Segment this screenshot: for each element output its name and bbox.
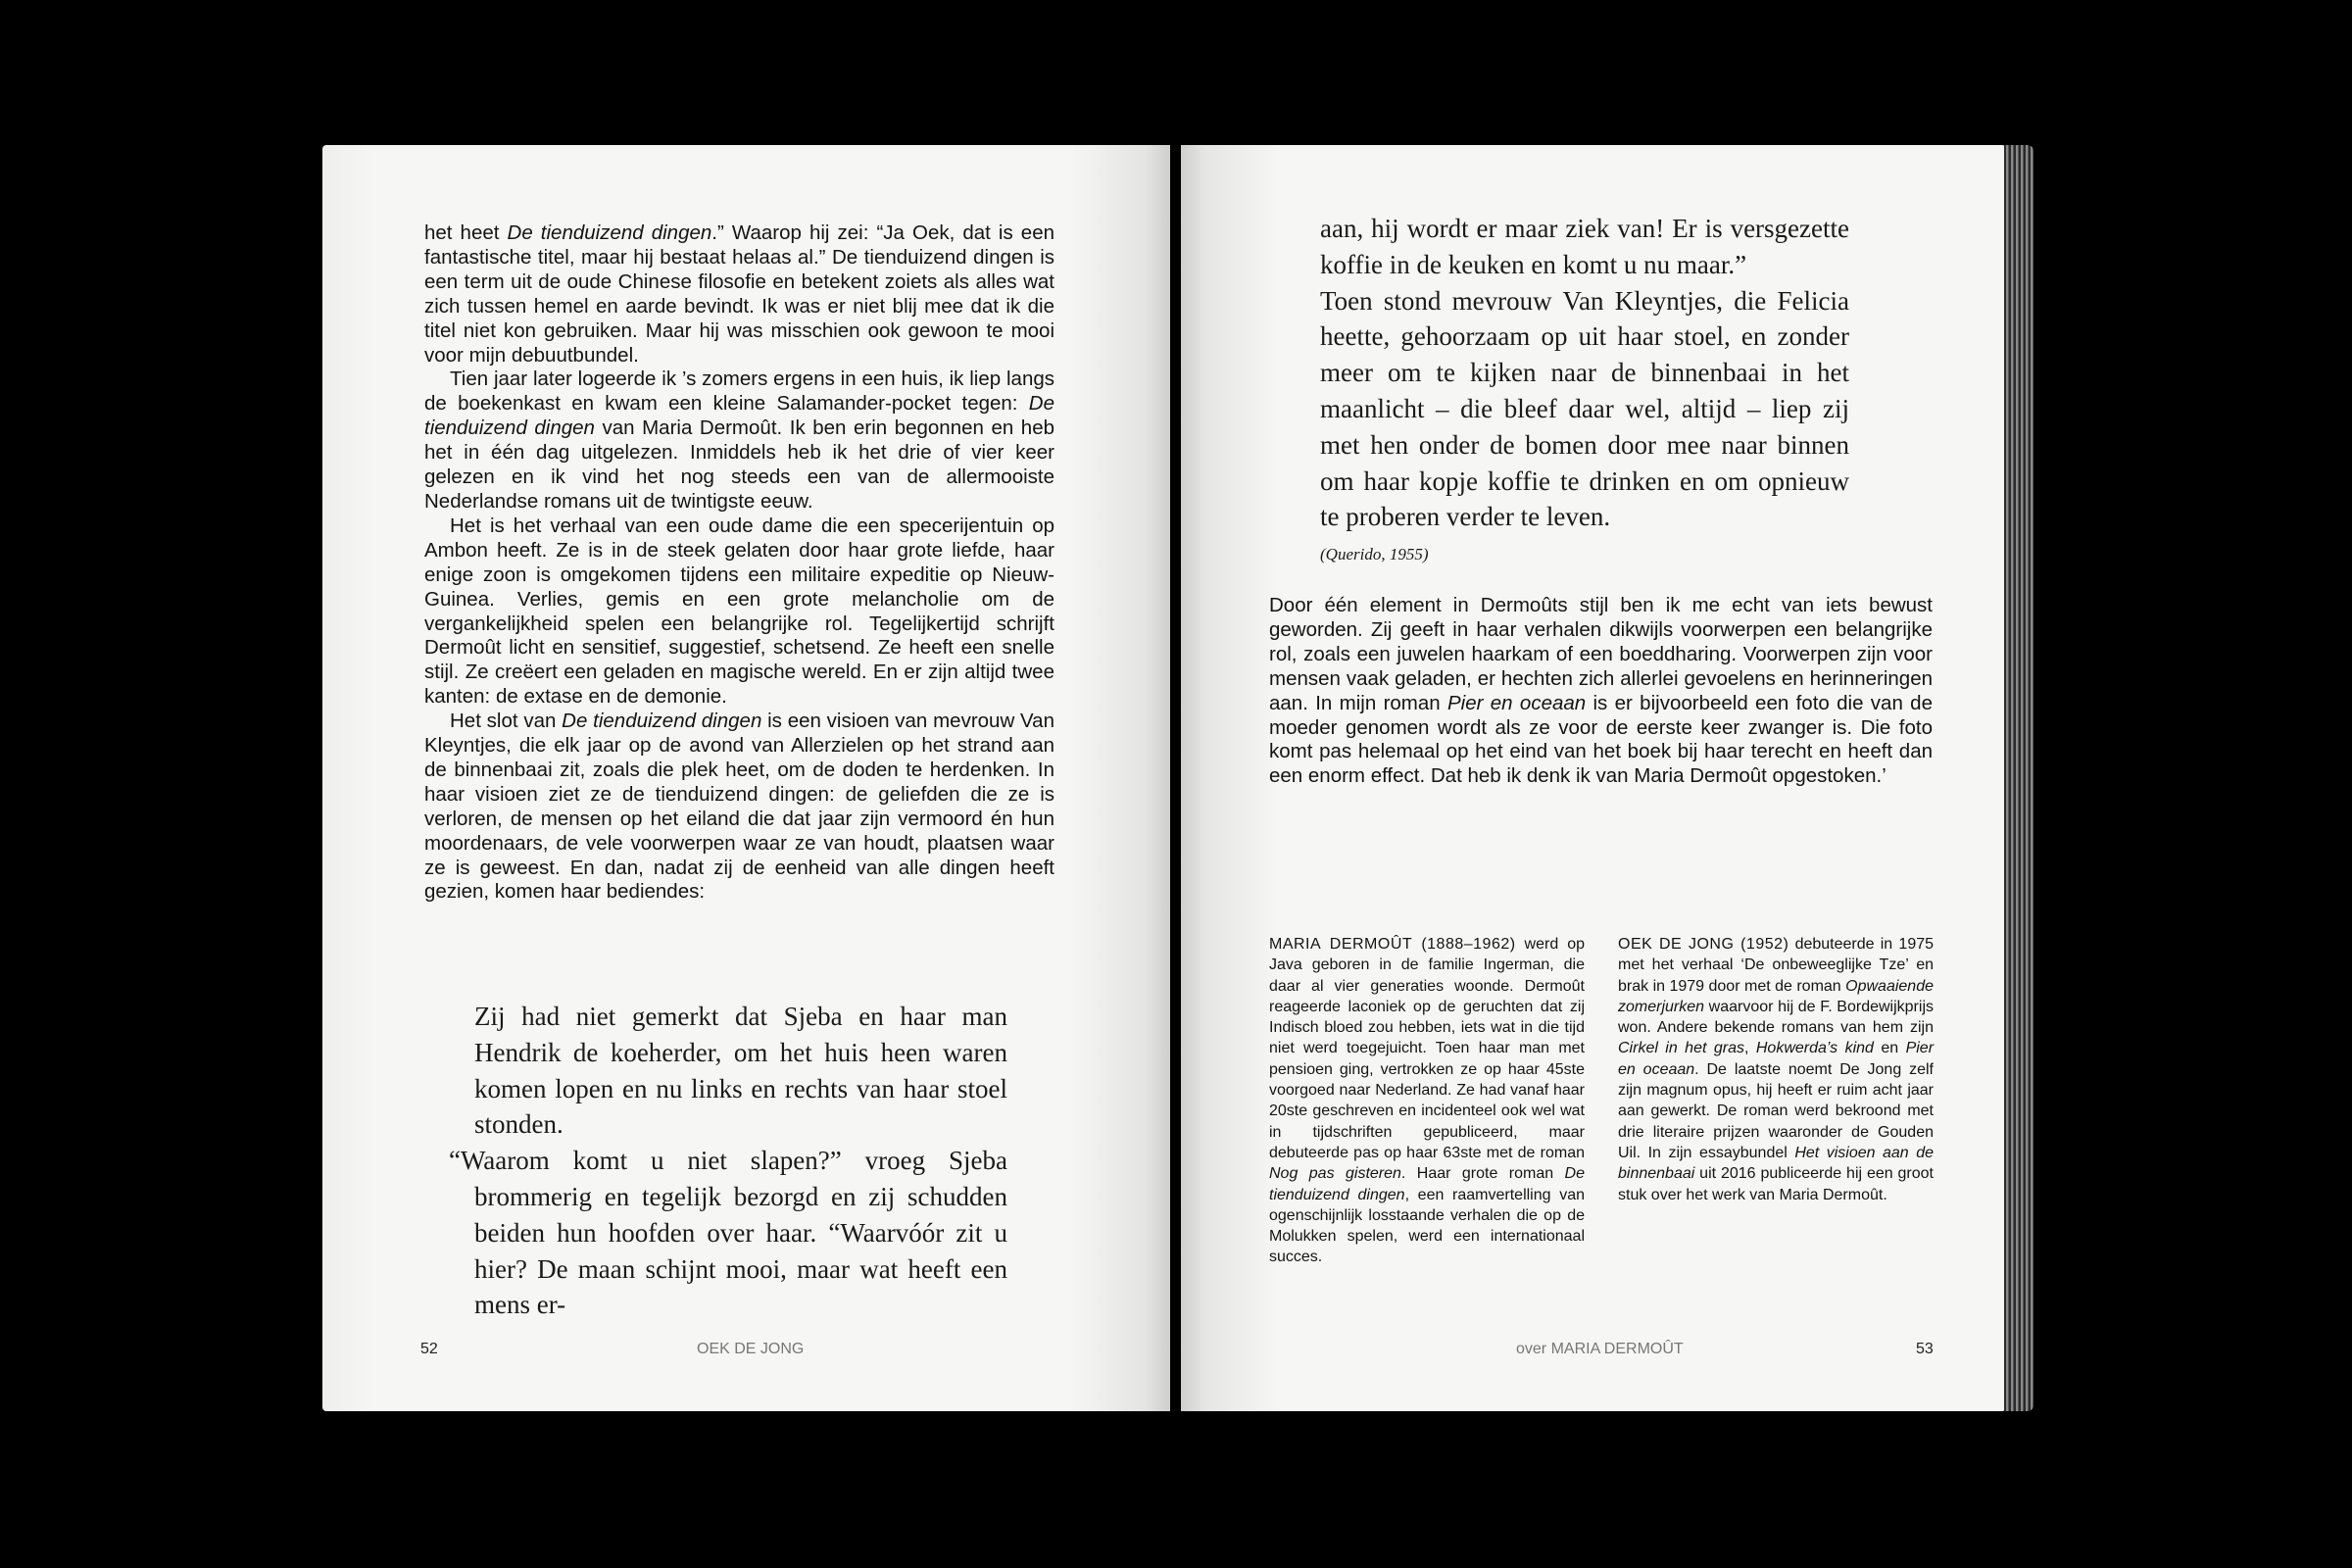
body-paragraph: Het slot van De tienduizend dingen is een visioen van mevrouw Van Kleyntjes, die elk jaar op de avond van Allerzielen op het strand aan de binnenbaai zit, zoals die plek heet, om de doden te herdenken. In haar visioen ziet ze de tienduizend dingen: de geliefden die ze is verloren, de mensen op het eiland die dat jaar zijn vermoord én hun moordenaars, de vele voorwerpen waar ze van houdt, plaatsen waar ze is geweest. En dan, nadat zij de eenheid van alle dingen heeft gezien, komen haar bediendes:: [424, 710, 1054, 904]
quote-source: (Querido, 1955): [1320, 545, 1429, 564]
body-paragraph: Het is het verhaal van een oude dame die een specerijentuin op Ambon heeft. Ze is in de steek gelaten door haar grote liefde, haar enige zoon is omgekomen tijdens een militaire expeditie op Nieuw-Guinea. Verlies, gemis en een grote melancholie om de vergankelijkheid spelen een belangrijke rol. Tegelijkertijd schrijft Dermoût licht en sensitief, suggestief, schetsend. Ze heeft een snelle stijl. Ze creëert een geladen en magische wereld. En er zijn altijd twee kanten: de extase en de demonie.: [424, 514, 1054, 709]
body-paragraph: het heet De tienduizend dingen.” Waarop hij zei: “Ja Oek, dat is een fantastische titel, maar hij bestaat helaas al.” De tienduizend dingen is een term uit de oude Chinese filosofie en betekent zoiets als alles wat zich tussen hemel en aarde bevindt. Ik was er niet blij mee dat ik die titel niet kon gebruiken. Maar hij was misschien ook gewoon te mooi voor mijn debuutbundel.: [424, 221, 1054, 367]
quote-paragraph: Zij had niet gemerkt dat Sjeba en haar man Hendrik de koeherder, om het huis heen waren komen lopen en nu links en rechts van haar stoel stonden.: [474, 1002, 1007, 1140]
left-quote-block: [449, 999, 1007, 1323]
running-head-left: OEK DE JONG: [697, 1341, 805, 1357]
quote-paragraph: Toen stond mevrouw Van Kleyntjes, die Felicia heette, gehoorzaam op uit haar stoel, en zonder meer om te kijken naar de binnenbaai in het maanlicht – die bleef daar wel, altijd – liep zij met hen onder de bomen door mee naar binnen om haar kopje koffie te drinken en om opnieuw te proberen verder te leven.: [1320, 285, 1849, 532]
right-body-text: [1269, 594, 1933, 789]
page-number-right: 53: [1916, 1341, 1934, 1357]
right-quote-block: [1320, 211, 1849, 566]
body-paragraph: Tien jaar later logeerde ik ’s zomers ergens in een huis, ik liep langs de boekenkast en kwam een kleine Salamander-pocket tegen: De tienduizend dingen van Maria Dermoût. Ik ben erin begonnen en heb het in één dag uitgelezen. Inmiddels heb ik het drie of vier keer gelezen en ik vind het nog steeds een van de allermooiste Nederlandse romans uit de twintigste eeuw.: [424, 368, 1054, 513]
page-number-left: 52: [420, 1341, 438, 1357]
right-body-paragraph: Door één element in Dermoûts stijl ben ik me echt van iets bewust geworden. Zij geeft in haar verhalen dikwijls voorwerpen een belangrijke rol, zoals een juwelen haarkam of een boeddharing. Voorwerpen zijn voor mensen vaak geladen, er hechten zich allerlei gevoelens en herinneringen aan. In mijn roman Pier en oceaan is er bijvoorbeeld een foto die van de moeder genomen wordt als ze voor de eerste keer zwanger is. Die foto komt pas helemaal op het eind van het boek bij haar terecht en heeft dan een enorm effect. Dat heb ik denk ik van Maria Dermoût opgestoken.’: [1269, 594, 1933, 788]
bio-maria-dermout: MARIA DERMOÛT (1888–1962) werd op Java geboren in de familie Ingerman, die daar al vier generaties woonde. Dermoût reageerde laconiek op de geruchten dat zij Indisch bloed zou hebben, iets wat in die tijd niet werd toegejuicht. Toen haar man met pensioen ging, vertrokken ze op haar 45ste voorgoed naar Nederland. Ze had vanaf haar 20ste geschreven en incidenteel ook wel wat in tijdschriften gepubliceerd, maar debuteerde pas op haar 63ste met de roman Nog pas gisteren. Haar grote roman De tienduizend dingen, een raamvertelling van ogenschijnlijk losstaande verhalen die op de Molukken spelen, werd een internationaal succes.: [1269, 936, 1585, 1266]
left-page: [322, 145, 1170, 1411]
right-page: [1181, 145, 2006, 1411]
quote-paragraph: “Waarom komt u niet slapen?” vroeg Sjeba brommerig en tegelijk bezorgd en zij schudden beiden hun hoofden over haar. “Waarvóór zit u hier? De maan schijnt mooi, maar wat heeft een mens er-: [449, 1146, 1007, 1320]
page-edges: [2004, 145, 2034, 1411]
bio-oek-de-jong: OEK DE JONG (1952) debuteerde in 1975 met het verhaal ‘De onbeweeglijke Tze’ en brak in 1979 door met de roman Opwaaiende zomerjurken waarvoor hij de F. Bordewijkprijs won. Andere bekende romans van hem zijn Cirkel in het gras, Hokwerda’s kind en Pier en oceaan. De laatste noemt De Jong zelf zijn magnum opus, hij heeft er ruim acht jaar aan gewerkt. De roman werd bekroond met drie literaire prijzen waaronder de Gouden Uil. In zijn essaybundel Het visioen aan de binnenbaai uit 2016 publiceerde hij een groot stuk over het werk van Maria Dermoût.: [1618, 936, 1935, 1203]
left-body-text: [424, 221, 1054, 905]
quote-paragraph: aan, hij wordt er maar ziek van! Er is versgezette koffie in de keuken en komt u nu maar.”: [1320, 214, 1849, 279]
running-head-right: over MARIA DERMOÛT: [1516, 1341, 1684, 1357]
